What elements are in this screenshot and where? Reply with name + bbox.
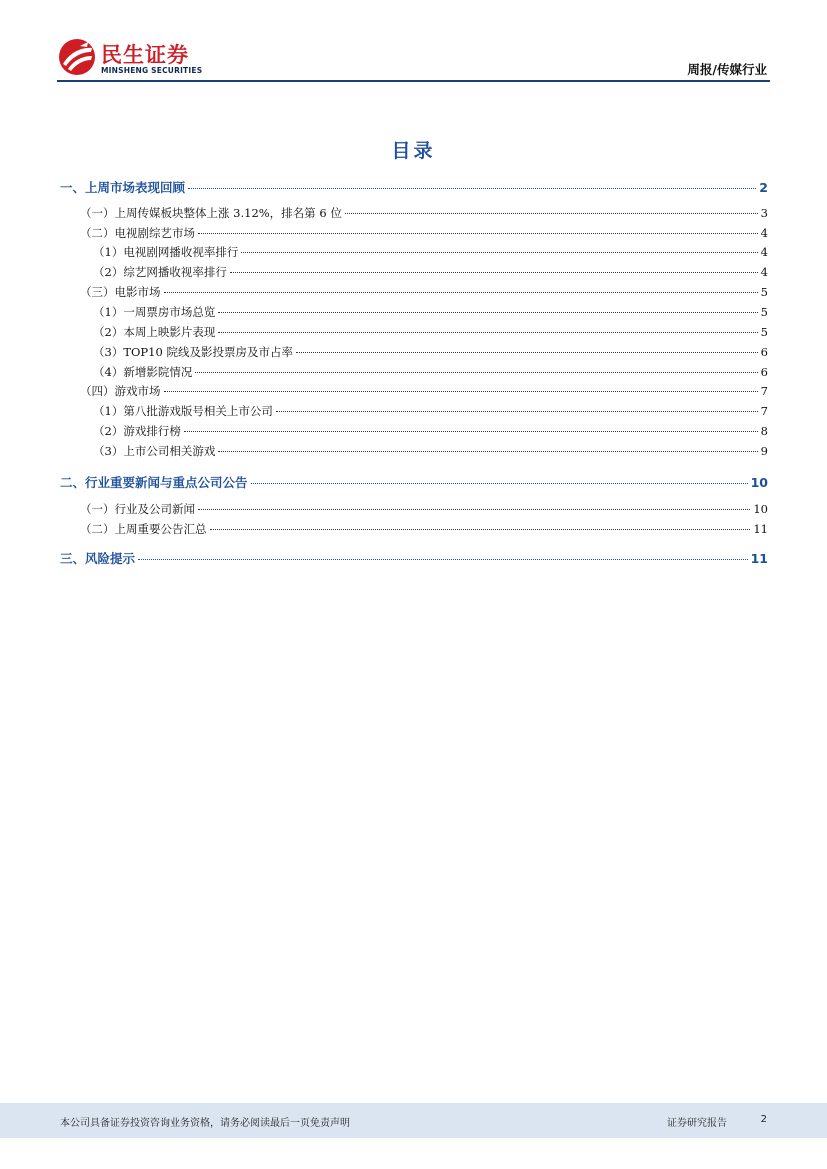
toc-entry-page: 9 [760,444,768,458]
toc-entry-label: （二）电视剧综艺市场 [80,226,195,240]
toc-entry[interactable] [60,225,768,243]
page-number: 2 [760,1114,767,1125]
toc-entry-page: 7 [760,404,768,418]
toc-entry[interactable] [60,403,768,421]
toc-entry-page: 3 [760,206,768,220]
toc-leader-dots [188,188,756,189]
toc-entry-label: （1）电视剧网播收视率排行 [93,245,239,259]
minsheng-logo [58,38,218,78]
toc-entry-section-2[interactable] [60,473,768,491]
logo-english-name: MINSHENG SECURITIES [101,66,203,75]
toc-entry[interactable] [60,443,768,461]
toc-entry[interactable] [60,383,768,401]
toc-entry-label: （3）上市公司相关游戏 [93,444,216,458]
toc-entry-label: （1）第八批游戏版号相关上市公司 [93,404,273,418]
toc-entry[interactable] [60,304,768,322]
toc-entry[interactable] [60,264,768,282]
toc-entry-label: 一、上周市场表现回顾 [60,180,186,195]
logo-chinese-name: 民生证券 [101,43,189,67]
toc-entry-page: 11 [753,522,768,536]
toc-entry[interactable] [60,501,768,519]
toc-entry-label: （2）游戏排行榜 [93,424,181,438]
toc-leader-dots [198,233,758,234]
report-type-label: 周报/传媒行业 [687,62,767,77]
toc-entry[interactable] [60,205,768,223]
toc-leader-dots [164,391,758,392]
toc-entry-label: 三、风险提示 [60,551,136,566]
toc-entry[interactable] [60,364,768,382]
toc-entry-section-1[interactable] [60,178,768,196]
toc-entry[interactable] [60,324,768,342]
toc-entry-label: （二）上周重要公告汇总 [80,522,207,536]
toc-leader-dots [241,252,757,253]
toc-entry-label: （1）一周票房市场总览 [93,305,216,319]
footer-doc-type: 证券研究报告 [667,1118,727,1129]
toc-entry-page: 11 [750,551,768,566]
toc-leader-dots [218,332,757,333]
toc-entry[interactable] [60,521,768,539]
toc-title: 目录 [391,140,436,162]
toc-entry-page: 4 [760,245,768,259]
toc-entry-label: （三）电影市场 [80,285,161,299]
toc-entry-page: 10 [750,475,768,490]
toc-entry-label: （一）上周传媒板块整体上涨 3.12%，排名第 6 位 [80,206,342,220]
toc-entry-label: （4）新增影院情况 [93,365,193,379]
toc-entry[interactable] [60,423,768,441]
toc-entry-page: 5 [760,305,768,319]
toc-entry-label: （一）行业及公司新闻 [80,502,195,516]
minsheng-logo-icon [58,38,96,76]
toc-entry-label: （3）TOP10 院线及影投票房及市占率 [93,345,293,359]
page-header [0,0,827,84]
toc-entry[interactable] [60,344,768,362]
toc-entry-label: （2）本周上映影片表现 [93,325,216,339]
toc-entry-page: 4 [760,226,768,240]
toc-entry-page: 5 [760,325,768,339]
toc-entry-page: 4 [760,265,768,279]
toc-leader-dots [296,352,758,353]
footer-disclaimer: 本公司具备证券投资咨询业务资格，请务必阅读最后一页免责声明 [60,1118,350,1129]
toc-entry-page: 6 [760,365,768,379]
toc-entry-label: 二、行业重要新闻与重点公司公告 [60,475,248,490]
toc-leader-dots [138,559,748,560]
toc-entry-page: 2 [759,180,768,195]
toc-entry-label: （2）综艺网播收视率排行 [93,265,227,279]
header-divider [57,80,770,82]
toc-leader-dots [218,451,757,452]
page-footer [0,1103,827,1138]
toc-leader-dots [198,509,750,510]
toc-leader-dots [251,483,748,484]
toc-entry-page: 8 [760,424,768,438]
toc-entry-page: 6 [760,345,768,359]
toc-leader-dots [184,431,758,432]
toc-entry-label: （四）游戏市场 [80,384,161,398]
toc-entry-page: 7 [760,384,768,398]
toc-leader-dots [210,529,751,530]
toc-leader-dots [218,312,757,313]
toc-leader-dots [276,411,758,412]
toc-leader-dots [230,272,758,273]
toc-entry-page: 5 [760,285,768,299]
toc-leader-dots [195,372,757,373]
toc-entry-page: 10 [753,502,768,516]
toc-entry-section-3[interactable] [60,549,768,567]
toc-leader-dots [345,213,758,214]
toc-entry[interactable] [60,244,768,262]
toc-entry[interactable] [60,284,768,302]
toc-leader-dots [164,292,758,293]
